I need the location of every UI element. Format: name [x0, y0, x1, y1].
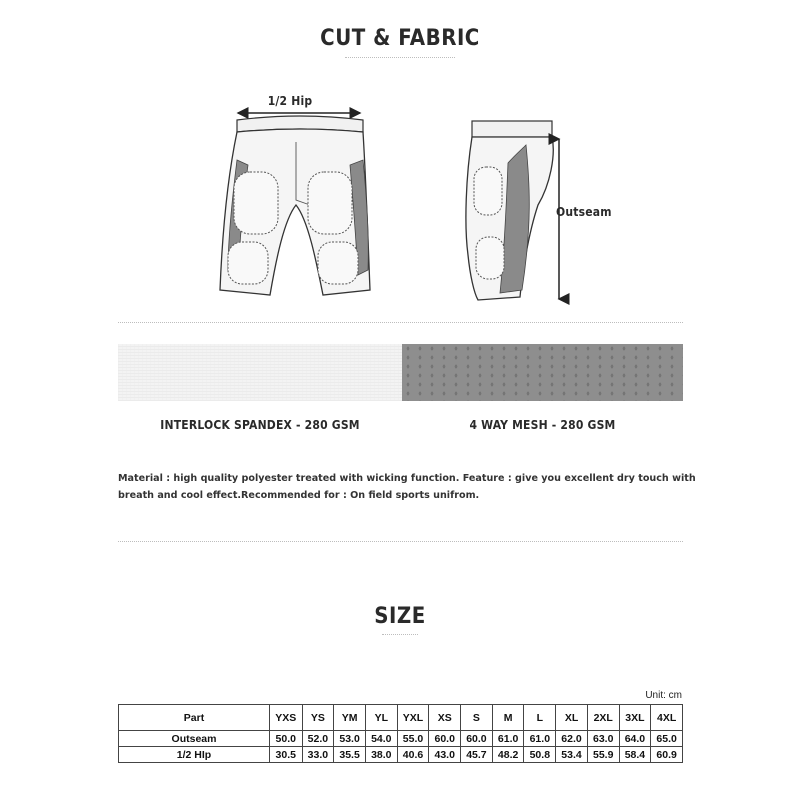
header-cell: XS [429, 705, 461, 731]
size-table [118, 704, 683, 763]
material-description: Material : high quality polyester treated with wicking function. Feature : give you excellent dry touch with breath and cool effect.Recommended for : On field sports unifrom. [118, 473, 696, 501]
table-cell: 33.0 [302, 747, 334, 763]
table-cell: 53.4 [556, 747, 588, 763]
table-cell: 50.0 [270, 731, 303, 747]
table-cell: 58.4 [619, 747, 651, 763]
table-cell: 64.0 [619, 731, 651, 747]
size-heading: SIZE [374, 604, 426, 629]
cut-fabric-heading: CUT & FABRIC [320, 26, 480, 51]
table-cell: 60.0 [461, 731, 493, 747]
header-cell: YS [302, 705, 334, 731]
size-heading-underline [382, 634, 418, 635]
header-cell: YM [334, 705, 366, 731]
header-cell: 2XL [587, 705, 619, 731]
pants-side-diagram [460, 115, 570, 305]
table-cell: 30.5 [270, 747, 303, 763]
hip-label: 1/2 Hip [267, 94, 313, 108]
table-cell: 61.0 [492, 731, 524, 747]
table-cell: 60.0 [429, 731, 461, 747]
table-cell: 50.8 [524, 747, 556, 763]
table-cell: 63.0 [587, 731, 619, 747]
interlock-spandex-swatch [118, 344, 402, 401]
header-cell: 4XL [651, 705, 683, 731]
heading-underline [345, 57, 455, 58]
table-cell: 52.0 [302, 731, 334, 747]
table-cell: 45.7 [461, 747, 493, 763]
table-row [119, 731, 683, 747]
table-cell: 62.0 [556, 731, 588, 747]
divider-2 [118, 541, 683, 542]
row-part-label: 1/2 HIp [119, 747, 270, 763]
table-cell: 40.6 [397, 747, 429, 763]
table-cell: 43.0 [429, 747, 461, 763]
header-cell: XL [556, 705, 588, 731]
table-cell: 53.0 [334, 731, 366, 747]
header-cell: M [492, 705, 524, 731]
mesh-swatch [402, 344, 683, 401]
table-cell: 55.9 [587, 747, 619, 763]
pants-front-diagram [210, 90, 400, 305]
table-row [119, 747, 683, 763]
header-cell: S [461, 705, 493, 731]
fabric-label-mesh: 4 WAY MESH - 280 GSM [469, 418, 616, 432]
header-cell: YXL [397, 705, 429, 731]
table-cell: 54.0 [365, 731, 397, 747]
size-header-row [119, 705, 683, 731]
header-cell: Part [119, 705, 270, 731]
table-cell: 48.2 [492, 747, 524, 763]
header-cell: YL [365, 705, 397, 731]
table-cell: 55.0 [397, 731, 429, 747]
row-part-label: Outseam [119, 731, 270, 747]
header-cell: YXS [270, 705, 303, 731]
table-cell: 65.0 [651, 731, 683, 747]
table-cell: 60.9 [651, 747, 683, 763]
header-cell: 3XL [619, 705, 651, 731]
table-cell: 61.0 [524, 731, 556, 747]
outseam-label: Outseam [556, 205, 612, 219]
divider-1 [118, 322, 683, 323]
table-cell: 38.0 [365, 747, 397, 763]
header-cell: L [524, 705, 556, 731]
unit-label: Unit: cm [645, 690, 682, 701]
fabric-label-interlock: INTERLOCK SPANDEX - 280 GSM [160, 418, 360, 432]
table-cell: 35.5 [334, 747, 366, 763]
